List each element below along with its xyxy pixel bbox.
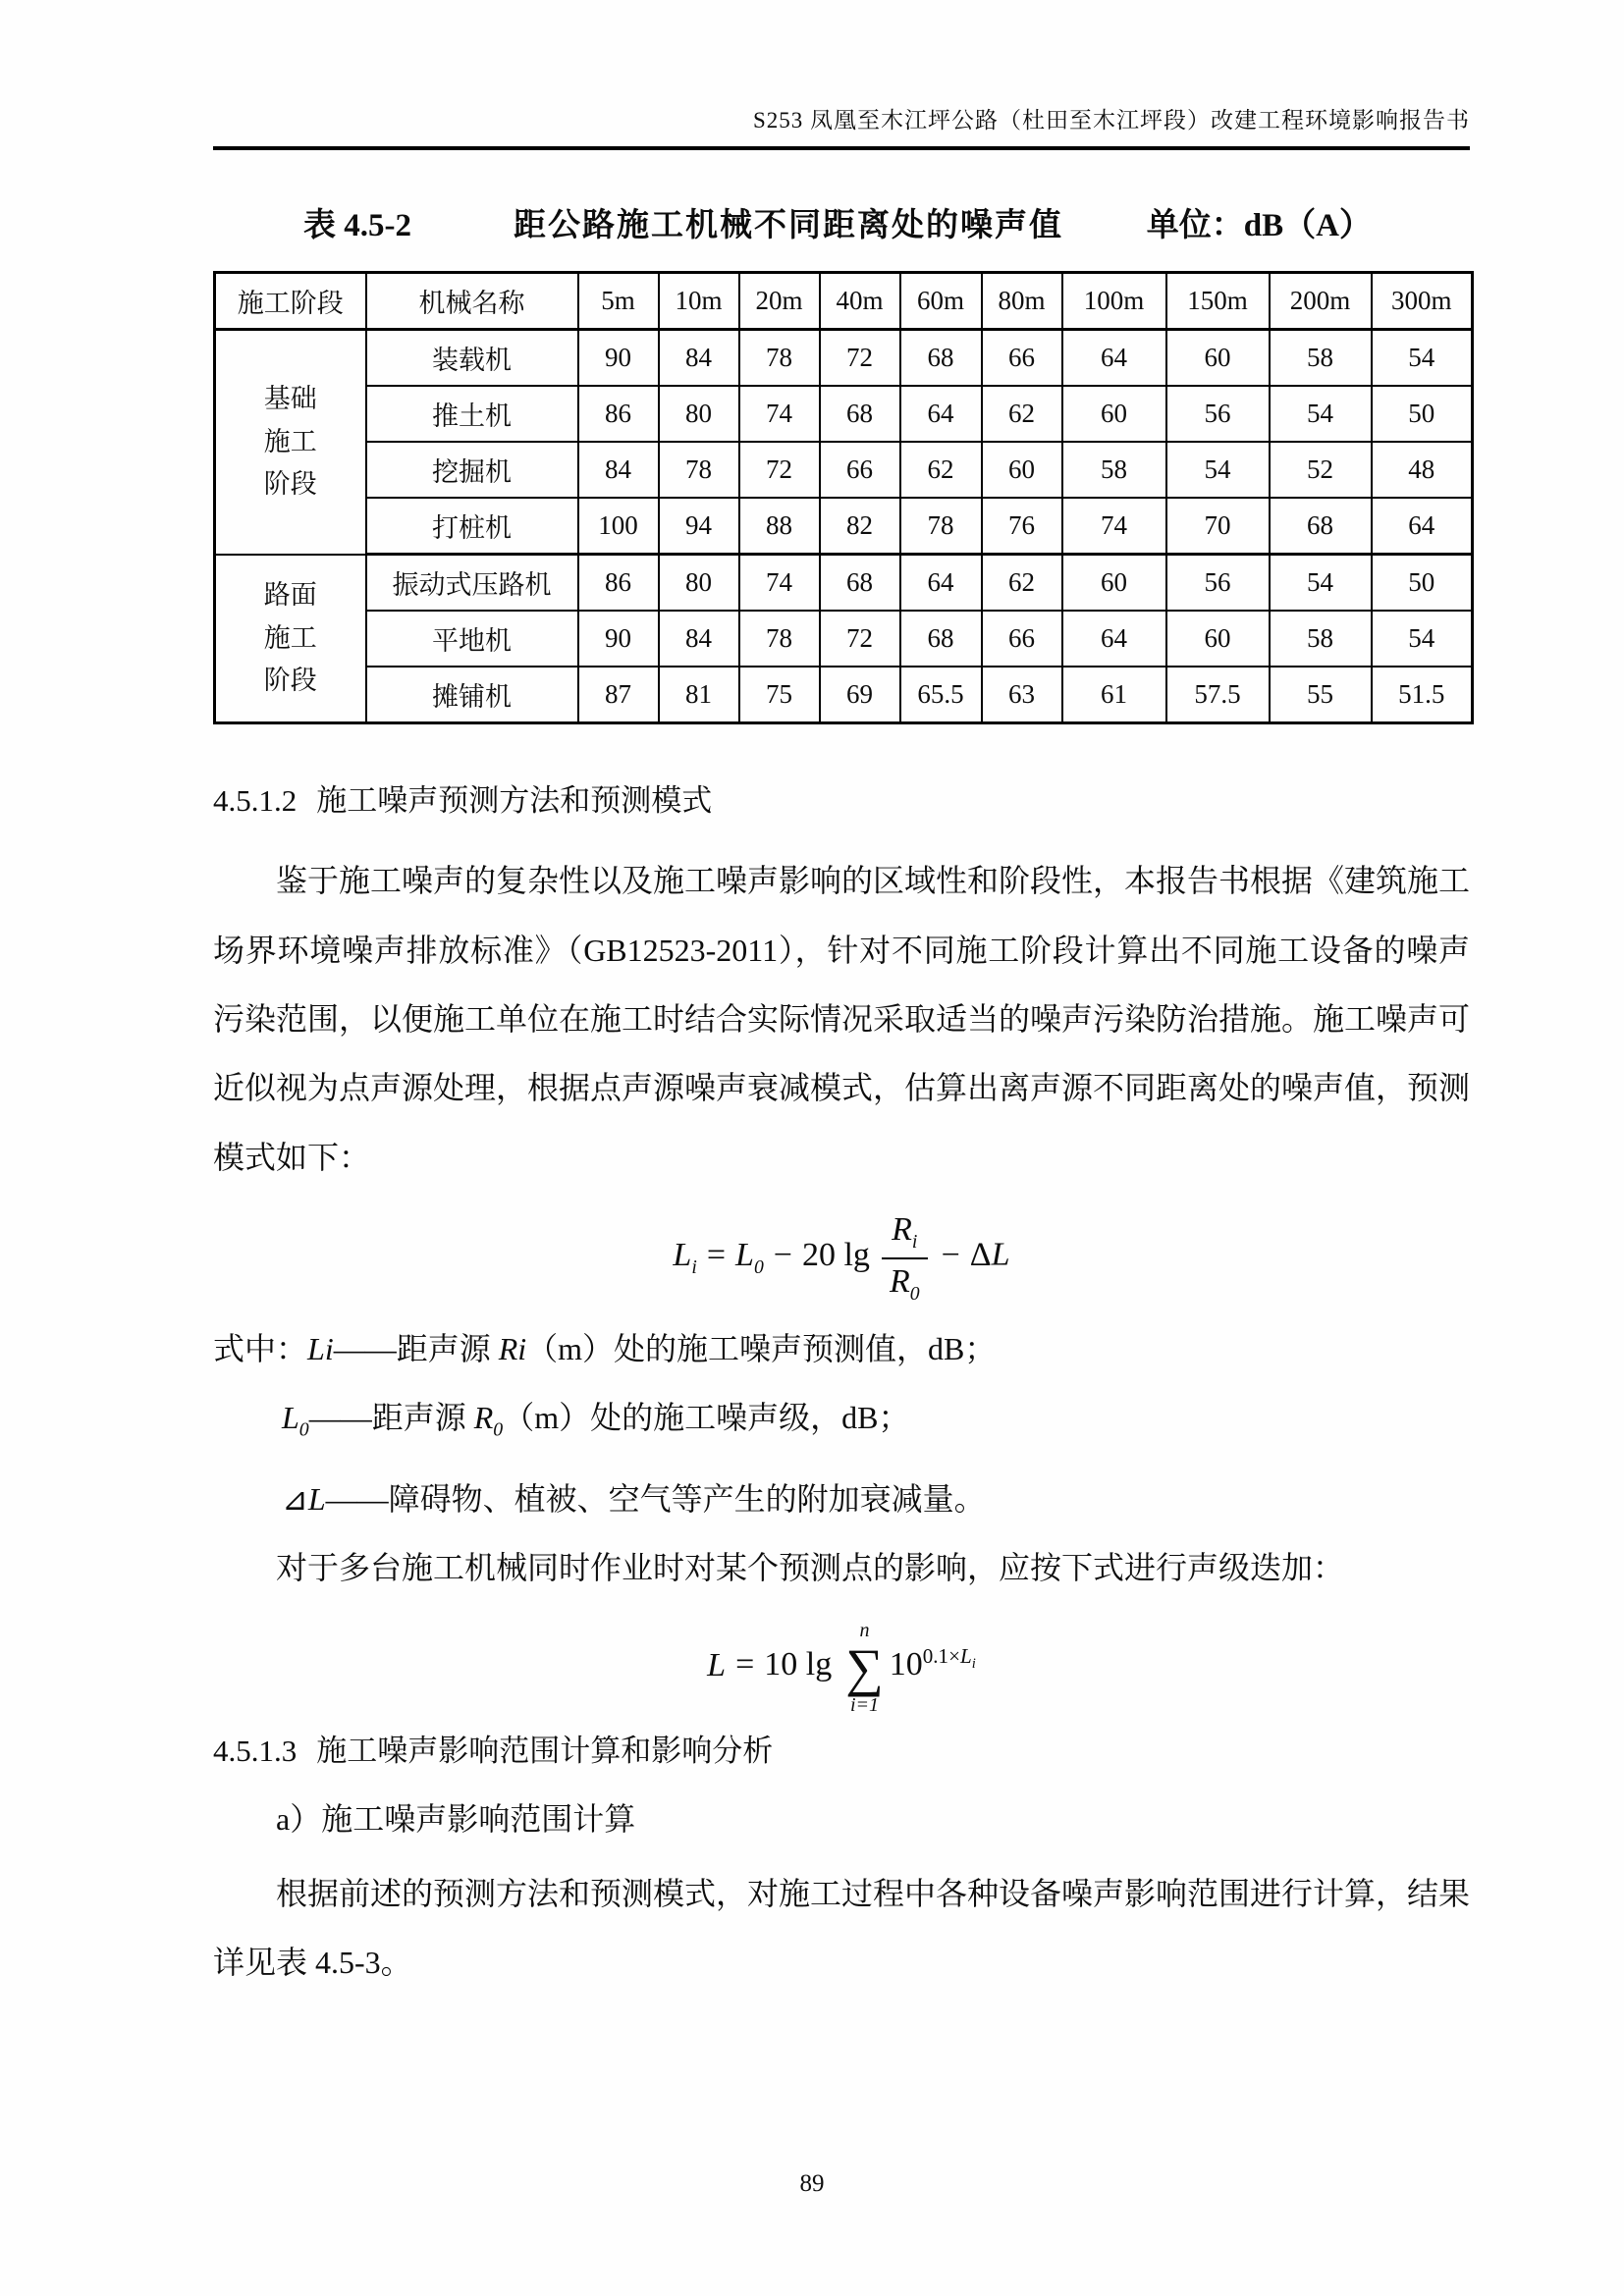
noise-value-cell: 80 [659,555,739,612]
noise-value-cell: 56 [1166,555,1270,612]
noise-value-cell: 68 [1270,498,1372,555]
noise-value-cell: 50 [1372,555,1473,612]
machine-name-cell: 摊铺机 [366,667,578,723]
noise-value-cell: 50 [1372,386,1473,442]
noise-value-cell: 84 [659,611,739,667]
noise-value-cell: 54 [1270,555,1372,612]
noise-value-cell: 82 [820,498,900,555]
stage-cell: 路面施工阶段 [215,555,366,723]
noise-value-cell: 54 [1372,611,1473,667]
table-label: 表 4.5-2 [303,208,411,243]
column-header: 40m [820,273,900,330]
noise-value-cell: 68 [900,611,982,667]
noise-value-cell: 86 [578,386,659,442]
page-number: 89 [799,2170,825,2197]
table-row [215,330,1473,387]
column-header: 10m [659,273,739,330]
noise-value-cell: 64 [900,386,982,442]
noise-value-cell: 60 [1166,611,1270,667]
table-unit: 单位：dB（A） [1146,208,1372,243]
noise-value-cell: 68 [900,330,982,387]
noise-value-cell: 78 [659,442,739,498]
column-header: 150m [1166,273,1270,330]
noise-value-cell: 60 [1062,555,1166,612]
noise-value-cell: 68 [820,555,900,612]
column-header: 20m [739,273,820,330]
noise-value-cell: 74 [1062,498,1166,555]
section-heading-4513 [213,1732,1470,1771]
noise-value-cell: 66 [982,611,1062,667]
noise-value-cell: 74 [739,386,820,442]
noise-value-cell: 94 [659,498,739,555]
noise-value-cell: 70 [1166,498,1270,555]
noise-value-cell: 60 [1062,386,1166,442]
noise-value-cell: 51.5 [1372,667,1473,723]
table-row [215,442,1473,498]
formula-lhs: $L_i$ [673,1236,697,1278]
table-row [215,555,1473,612]
machine-name-cell: 装载机 [366,330,578,387]
noise-value-cell: 74 [739,555,820,612]
noise-value-cell: 78 [739,330,820,387]
noise-value-cell: 48 [1372,442,1473,498]
noise-value-cell: 88 [739,498,820,555]
sigma-sum: n ∑ i=1 [845,1619,884,1716]
noise-value-cell: 90 [578,611,659,667]
noise-value-cell: 69 [820,667,900,723]
noise-value-cell: 75 [739,667,820,723]
noise-value-cell: 64 [1372,498,1473,555]
noise-value-cell: 62 [900,442,982,498]
noise-value-cell: 66 [982,330,1062,387]
section-heading-4512 [213,781,1470,821]
noise-value-cell: 100 [578,498,659,555]
noise-value-cell: 56 [1166,386,1270,442]
column-header: 200m [1270,273,1372,330]
formula-term-li: 式中：Li——距声源 Ri（m）处的施工噪声预测值，dB； [213,1331,997,1367]
noise-value-cell: 60 [1166,330,1270,387]
section-title: 施工噪声预测方法和预测模式 [316,783,713,818]
column-header: 60m [900,273,982,330]
noise-value-cell: 54 [1270,386,1372,442]
page-header [213,0,1470,150]
noise-value-cell: 80 [659,386,739,442]
noise-value-cell: 58 [1062,442,1166,498]
noise-value-cell: 64 [900,555,982,612]
table-row [215,667,1473,723]
noise-value-cell: 76 [982,498,1062,555]
table-caption [213,199,1470,245]
noise-value-cell: 61 [1062,667,1166,723]
formula-noise-attenuation: $L_i = L_0 - 20$ lg $\frac{R_i}{R_0}$ − ΔL [673,1211,1010,1305]
noise-value-cell: 87 [578,667,659,723]
noise-value-cell: 65.5 [900,667,982,723]
noise-value-cell: 64 [1062,611,1166,667]
formula-term-l0: $L_0——$距声源 $R_0(m)$处的施工噪声级，dB； [282,1400,910,1441]
noise-value-cell: 64 [1062,330,1166,387]
noise-value-cell: 68 [820,386,900,442]
machine-name-cell: 振动式压路机 [366,555,578,612]
header-rule [213,146,1470,150]
paragraph-superposition: 对于多台施工机械同时作业时对某个预测点的影响，应按下式进行声级迭加： [276,1549,1345,1585]
noise-value-cell: 66 [820,442,900,498]
section-number: 4.5.1.3 [213,1733,298,1768]
section-number: 4.5.1.2 [213,783,298,818]
table-row [215,611,1473,667]
noise-value-cell: 90 [578,330,659,387]
machine-name-cell: 挖掘机 [366,442,578,498]
noise-value-cell: 62 [982,386,1062,442]
noise-value-cell: 78 [739,611,820,667]
noise-level-table [213,271,1474,724]
column-header: 施工阶段 [215,273,366,330]
noise-value-cell: 63 [982,667,1062,723]
noise-value-cell: 62 [982,555,1062,612]
paragraph-range-calculation: 根据前述的预测方法和预测模式，对施工过程中各种设备噪声影响范围进行计算，结果详见表 4.5-3。 [213,1875,1471,1981]
section-title: 施工噪声影响范围计算和影响分析 [316,1733,774,1768]
paragraph-prediction-method: 鉴于施工噪声的复杂性以及施工噪声影响的区域性和阶段性，本报告书根据《建筑施工场界环境噪声排放标准》（GB12523-2011），针对不同施工阶段计算出不同施工设备的噪声污染范围，以便施工单位在施工时结合实际情况采取适当的噪声污染防治措施。施工噪声可近似视为点声源处理，根据点声源噪声衰减模式，估算出离声源不同距离处的噪声值，预测模式如下： [213,863,1471,1175]
formula-term-delta-l: ⊿L——障碍物、植被、空气等产生的附加衰减量。 [282,1480,986,1517]
noise-value-cell: 84 [659,330,739,387]
table-row [215,386,1473,442]
table-row [215,498,1473,555]
noise-value-cell: 72 [739,442,820,498]
machine-name-cell: 推土机 [366,386,578,442]
item-a-heading: a）施工噪声影响范围计算 [276,1800,636,1837]
stage-cell: 基础施工阶段 [215,330,366,555]
noise-value-cell: 58 [1270,330,1372,387]
fraction: $\frac{R_i}{R_0}$ [882,1209,928,1305]
noise-value-cell: 52 [1270,442,1372,498]
noise-value-cell: 58 [1270,611,1372,667]
noise-value-cell: 81 [659,667,739,723]
noise-value-cell: 78 [900,498,982,555]
report-title: S253 凤凰至木江坪公路（杜田至木江坪段）改建工程环境影响报告书 [752,108,1470,133]
noise-value-cell: 54 [1372,330,1473,387]
noise-value-cell: 60 [982,442,1062,498]
machine-name-cell: 打桩机 [366,498,578,555]
column-header: 300m [1372,273,1473,330]
formula-level-superposition: L = 10 lg n ∑ i=1 $10^{0.1\times L_i}$ [707,1619,976,1716]
noise-value-cell: 84 [578,442,659,498]
noise-value-cell: 86 [578,555,659,612]
noise-value-cell: 57.5 [1166,667,1270,723]
machine-name-cell: 平地机 [366,611,578,667]
noise-value-cell: 72 [820,330,900,387]
table-title: 距公路施工机械不同距离处的噪声值 [514,208,1063,243]
header-row [215,273,1473,330]
column-header: 100m [1062,273,1166,330]
column-header: 机械名称 [366,273,578,330]
column-header: 80m [982,273,1062,330]
noise-value-cell: 72 [820,611,900,667]
page-content [213,0,1470,1998]
column-header: 5m [578,273,659,330]
noise-value-cell: 54 [1166,442,1270,498]
noise-value-cell: 55 [1270,667,1372,723]
